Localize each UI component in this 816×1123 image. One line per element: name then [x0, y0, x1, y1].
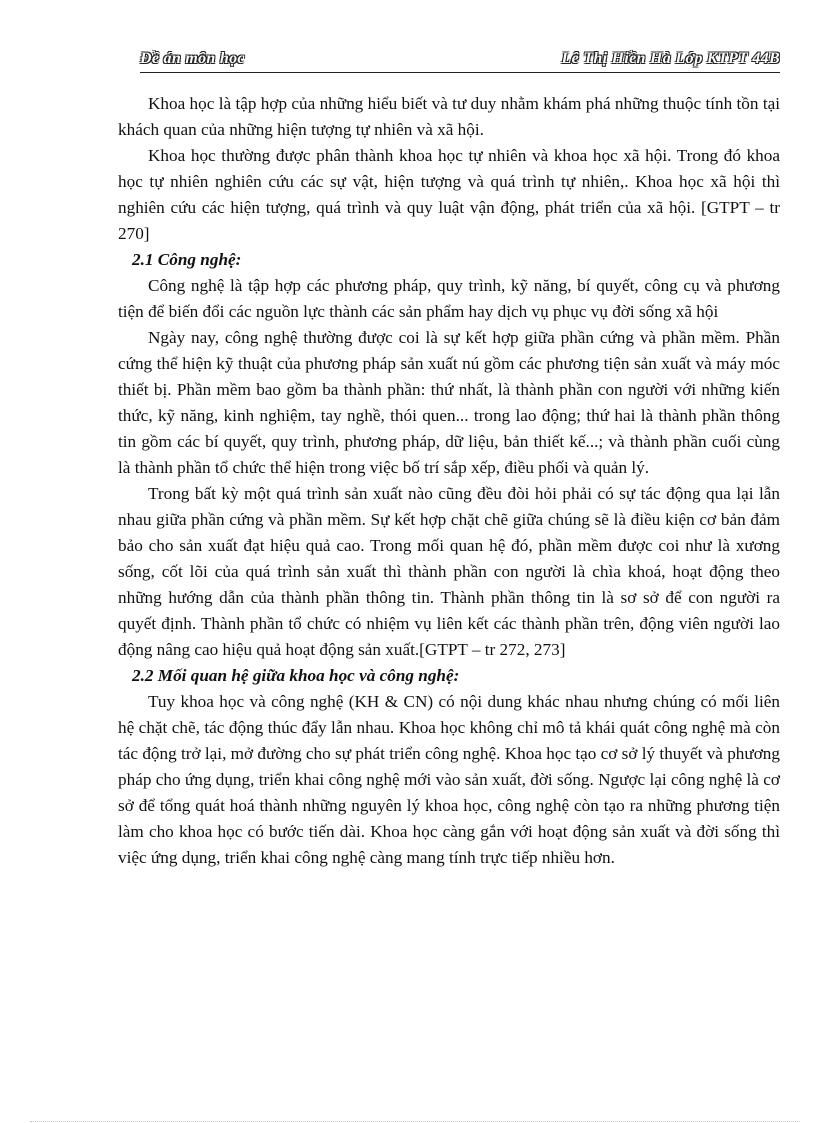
paragraph-science-classification: Khoa học thường được phân thành khoa học tự nhiên và khoa học xã hội. Trong đó khoa học tự nhiên nghiên cứu các sự vật, hiện tượng và quá trình tự nhiên,. Khoa học xã hội thì nghiên cứu các hiện tượng, quá trình và quy luật vận động, phát triển của xã hội. [GTPT – tr 270] — [118, 146, 780, 243]
header-author-class: Lê Thị Hiền Hà Lớp KTPT 44B — [561, 50, 780, 67]
section-heading-technology: 2.1 Công nghệ: — [132, 250, 242, 269]
paragraph-science-definition: Khoa học là tập hợp của những hiểu biết và tư duy nhằm khám phá những thuộc tính tồn tại khách quan của những hiện tượng tự nhiên và xã hội. — [118, 94, 780, 139]
section-heading-science-technology-relation: 2.2 Mối quan hệ giữa khoa học và công nghệ: — [132, 666, 460, 685]
paragraph-technology-definition: Công nghệ là tập hợp các phương pháp, quy trình, kỹ năng, bí quyết, công cụ và phương tiện để biến đổi các nguồn lực thành các sản phẩm hay dịch vụ phục vụ đời sống xã hội — [118, 276, 780, 321]
page-bottom-divider — [30, 1121, 800, 1122]
paragraph-production-interaction: Trong bất kỳ một quá trình sản xuất nào cũng đều đòi hỏi phải có sự tác động qua lại lẫn nhau giữa phần cứng và phần mềm. Sự kết hợp chặt chẽ giữa chúng sẽ là điều kiện cơ bản đảm bảo cho sản xuất đạt hiệu quả cao. Trong mối quan hệ đó, phần mềm được coi như là xương sống, cốt lõi của quá trình sản xuất thì thành phần con người là chìa khoá, hoạt động theo những hướng dẫn của thành phần thông tin. Thành phần thông tin là sơ sở để con người ra quyết định. Thành phần tổ chức có nhiệm vụ liên kết các thành phần trên, động viên người lao động nâng cao hiệu quả hoạt động sản xuất.[GTPT – tr 272, 273] — [118, 484, 780, 659]
page-header — [140, 48, 780, 73]
paragraph-hardware-software: Ngày nay, công nghệ thường được coi là sự kết hợp giữa phần cứng và phần mềm. Phần cứng thể hiện kỹ thuật của phương pháp sản xuất nú gồm các phương tiện sản xuất và máy móc thiết bị. Phần mềm bao gồm ba thành phần: thứ nhất, là thành phần con người với những kiến thức, kỹ năng, kinh nghiệm, tay nghề, thói quen... trong lao động; thứ hai là thành phần thông tin gồm các bí quyết, quy trình, phương pháp, dữ liệu, bản thiết kế...; và thành phần cuối cùng là thành phần tổ chức thể hiện trong việc bố trí sắp xếp, điều phối và quản lý. — [118, 328, 780, 477]
paragraph-science-technology-relation: Tuy khoa học và công nghệ (KH & CN) có nội dung khác nhau nhưng chúng có mối liên hệ chặt chẽ, tác động thúc đẩy lẫn nhau. Khoa học không chỉ mô tả khái quát công nghệ mà còn tác động trở lại, mở đường cho sự phát triển công nghệ. Khoa học tạo cơ sở lý thuyết và phương pháp cho ứng dụng, triển khai công nghệ mới vào sản xuất, đời sống. Ngược lại công nghệ là cơ sở để tổng quát hoá thành những nguyên lý khoa học, công nghệ còn tạo ra những phương tiện làm cho khoa học có bước tiến dài. Khoa học càng gắn với hoạt động sản xuất và đời sống thì việc ứng dụng, triển khai công nghệ càng mang tính trực tiếp nhiều hơn. — [118, 692, 780, 867]
header-course-title: Đề án môn học — [140, 50, 245, 67]
document-body — [118, 91, 780, 871]
